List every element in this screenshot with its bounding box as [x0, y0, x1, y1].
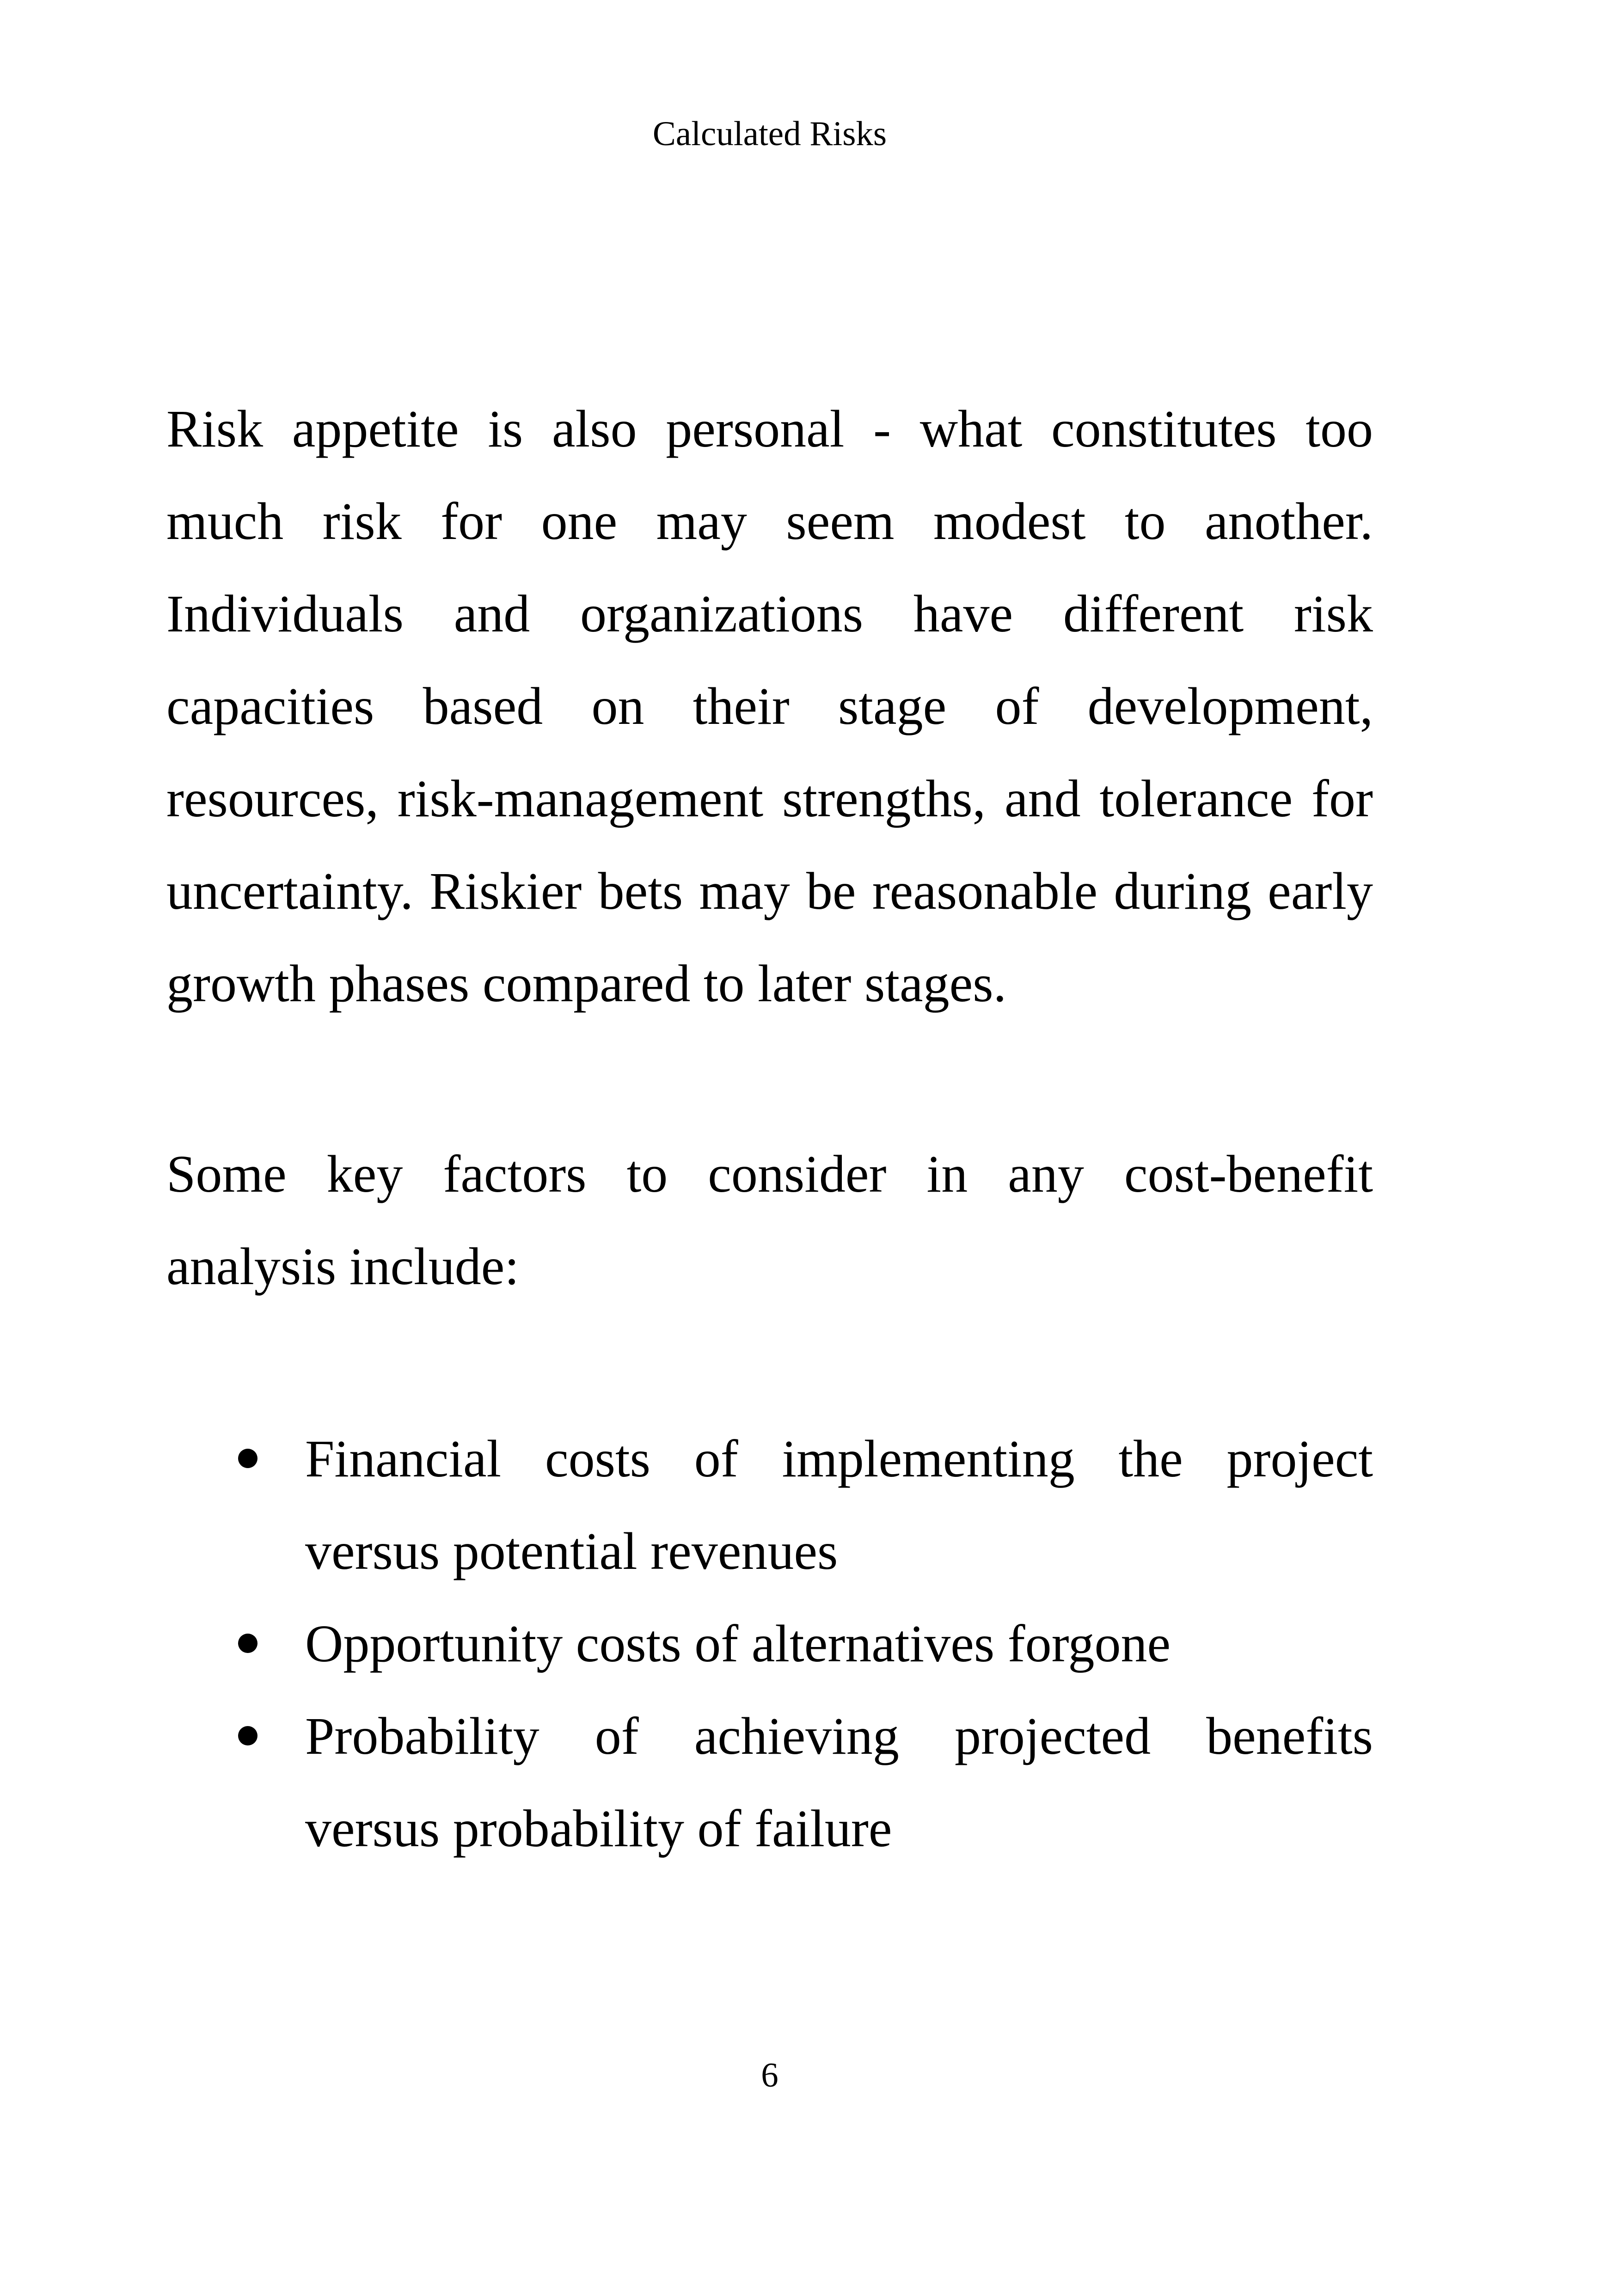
- bullet-icon: [238, 1726, 257, 1745]
- body-paragraph-risk-appetite: Risk appetite is also personal - what constitutes too much risk for one may seem modest to another. Individuals and organizations have different risk capacities based on their stage of development, resources, risk-management strengths, and tolerance for uncertainty. Riskier bets may be reasonable during early growth phases compared to later stages.: [166, 399, 1373, 1013]
- list-item-line: Probability of achieving projected benefits: [305, 1707, 1373, 1765]
- list-item-line: versus probability of failure: [305, 1799, 892, 1858]
- list-item-financial-costs: [166, 1413, 1373, 1598]
- running-header-title: Calculated Risks: [652, 115, 887, 153]
- bullet-icon: [238, 1634, 257, 1653]
- list-item-opportunity-costs: [166, 1598, 1373, 1690]
- list-item-line: Opportunity costs of alternatives forgone: [305, 1614, 1171, 1673]
- list-item-line: Financial costs of implementing the project: [305, 1429, 1373, 1488]
- cost-benefit-factors-list: [166, 1413, 1373, 1875]
- list-item-line: versus potential revenues: [305, 1522, 838, 1580]
- body-paragraph-key-factors-line-2: analysis include:: [166, 1237, 519, 1296]
- bullet-icon: [238, 1449, 257, 1468]
- list-item-probability: [166, 1690, 1373, 1875]
- page-number: 6: [761, 2056, 778, 2094]
- body-paragraph-key-factors-line-1: Some key factors to consider in any cost-benefit: [166, 1145, 1373, 1203]
